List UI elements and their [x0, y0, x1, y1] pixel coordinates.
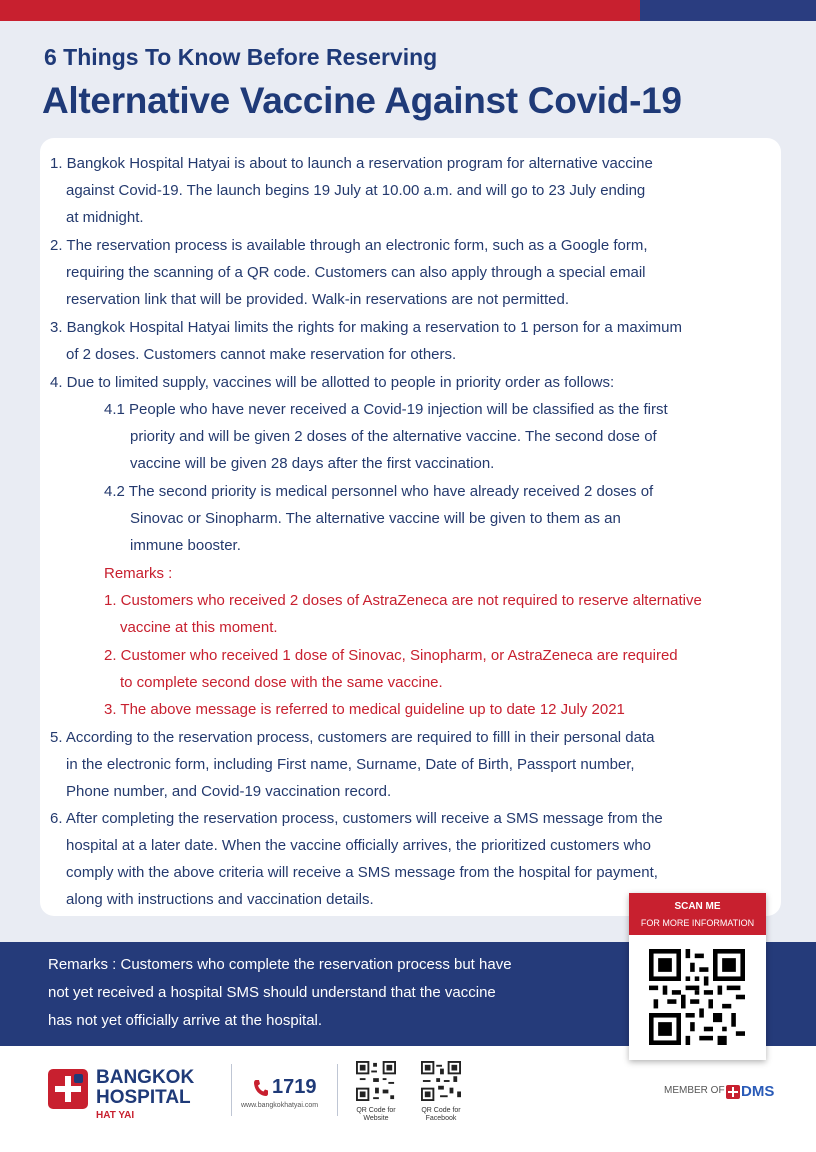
item-2-line-3: reservation link that will be provided. Walk-in reservations are not permitted. [66, 291, 569, 308]
item-6-line-3: comply with the above criteria will receive a SMS message from the hospital for payment, [66, 864, 658, 881]
top-bar-navy [640, 0, 816, 21]
scan-me-box[interactable] [629, 893, 766, 1060]
member-of-label: MEMBER OF [664, 1085, 725, 1096]
item-1-line-2: against Covid-19. The launch begins 19 July at 10.00 a.m. and will go to 23 July ending [66, 182, 646, 199]
page-title: Alternative Vaccine Against Covid-19 [42, 80, 682, 121]
bangkok-hospital-logo-icon [48, 1069, 88, 1109]
scan-me-header [629, 893, 766, 935]
item-5-line-1: 5. According to the reservation process, customers are required to filll in their personal data [50, 729, 655, 746]
website-qr-icon[interactable] [356, 1061, 396, 1101]
remark-1-line-2: vaccine at this moment. [120, 619, 278, 636]
phone-number[interactable]: 1719 [272, 1076, 317, 1098]
scan-me-subtitle: FOR MORE INFORMATION [640, 918, 755, 928]
item-4-2-line-3: immune booster. [130, 537, 241, 554]
item-3-line-1: 3. Bangkok Hospital Hatyai limits the rights for making a reservation to 1 person for a maximum [50, 319, 682, 336]
item-5-line-3: Phone number, and Covid-19 vaccination record. [66, 783, 392, 800]
item-3-line-2: of 2 doses. Customers cannot make reservation for others. [66, 346, 457, 363]
logo-text-bangkok: BANGKOK [96, 1067, 195, 1088]
item-2-line-1: 2. The reservation process is available through an electronic form, such as a Google form, [50, 237, 648, 254]
logo-text-hatyai: HAT YAI [96, 1110, 135, 1121]
facebook-qr-icon[interactable] [421, 1061, 461, 1101]
scan-me-title: SCAN ME [674, 901, 721, 912]
item-4-line-1: 4. Due to limited supply, vaccines will be allotted to people in priority order as follows: [50, 374, 615, 391]
remarks-heading: Remarks : [104, 565, 173, 582]
facebook-qr-caption: QR Code for Facebook [421, 1107, 461, 1122]
item-4-2-line-1: 4.2 The second priority is medical personnel who have already received 2 doses of [104, 483, 654, 500]
website-url[interactable]: www.bangkokhatyai.com [241, 1102, 319, 1109]
dms-logo-icon [726, 1085, 740, 1099]
item-2-line-2: requiring the scanning of a QR code. Customers can also apply through a special email [66, 264, 646, 281]
item-4-1-line-2: priority and will be given 2 doses of the alternative vaccine. The second dose of [130, 428, 657, 445]
item-4-1-line-1: 4.1 People who have never received a Covid-19 injection will be classified as the first [104, 401, 668, 418]
website-qr-caption: QR Code for Website [356, 1107, 396, 1122]
item-6-line-4: along with instructions and vaccination details. [66, 891, 374, 908]
item-1-line-3: at midnight. [66, 209, 144, 226]
top-bar-red [0, 0, 640, 21]
remark-1-line-1: 1. Customers who received 2 doses of AstraZeneca are not required to reserve alternative [104, 592, 702, 609]
item-4-2-line-2: Sinovac or Sinopharm. The alternative vaccine will be given to them as an [130, 510, 621, 527]
phone-icon [253, 1079, 269, 1097]
bottom-remark-line-3: has not yet officially arrive at the hospital. [48, 1012, 323, 1029]
bottom-remark-line-1: Remarks : Customers who complete the reservation process but have [48, 956, 512, 973]
remark-3-line-1: 3. The above message is referred to medical guideline up to date 12 July 2021 [104, 701, 625, 718]
bottom-remark-line-2: not yet received a hospital SMS should understand that the vaccine [48, 984, 496, 1001]
item-1-line-1: 1. Bangkok Hospital Hatyai is about to launch a reservation program for alternative vaccine [50, 155, 653, 172]
item-6-line-1: 6. After completing the reservation process, customers will receive a SMS message from the [50, 810, 663, 827]
footer-divider [231, 1064, 232, 1116]
dms-logo-text: DMS [741, 1083, 775, 1100]
item-6-line-2: hospital at a later date. When the vaccine officially arrives, the prioritized customers who [66, 837, 651, 854]
item-5-line-2: in the electronic form, including First name, Surname, Date of Birth, Passport number, [66, 756, 635, 773]
remark-2-line-1: 2. Customer who received 1 dose of Sinovac, Sinopharm, or AstraZeneca are required [104, 647, 678, 664]
remark-2-line-2: to complete second dose with the same vaccine. [120, 674, 443, 691]
footer-divider [337, 1064, 338, 1116]
page-subtitle: 6 Things To Know Before Reserving [44, 44, 438, 70]
logo-text-hospital: HOSPITAL [96, 1087, 191, 1108]
qr-code-icon[interactable] [649, 949, 745, 1045]
item-4-1-line-3: vaccine will be given 28 days after the first vaccination. [130, 455, 495, 472]
